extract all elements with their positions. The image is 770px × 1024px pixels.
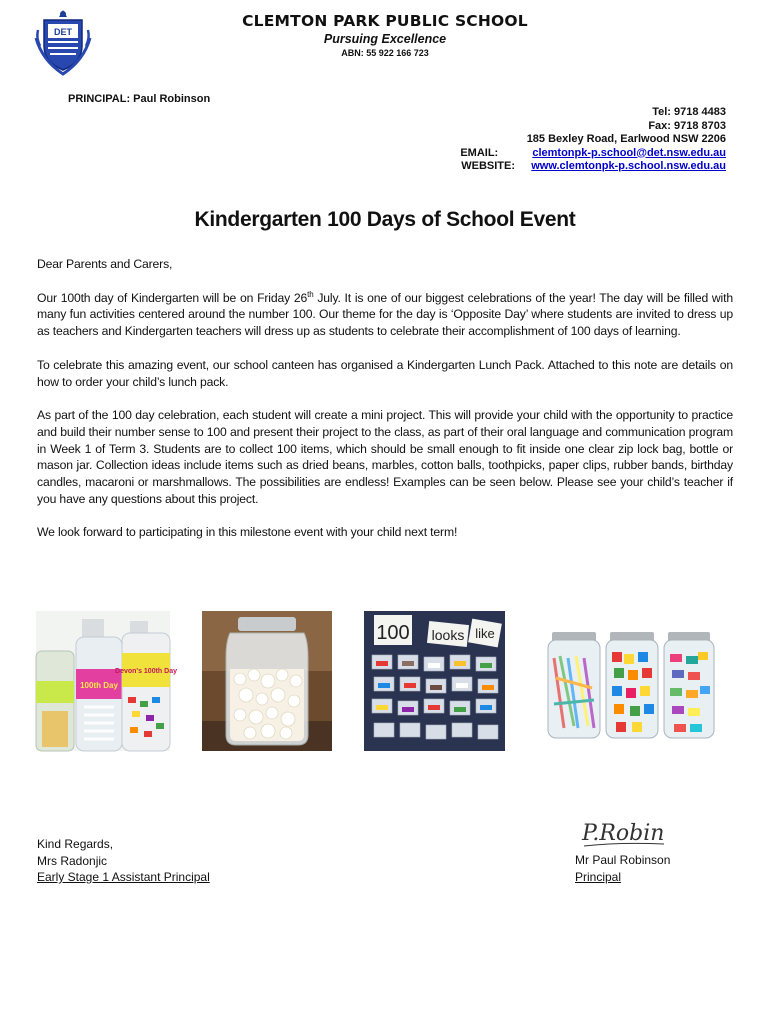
- salutation: Dear Parents and Carers,: [37, 257, 173, 271]
- closing-regards: Kind Regards,: [37, 837, 114, 851]
- email-label: EMAIL:: [460, 146, 499, 159]
- signatory-name: Mrs Radonjic: [37, 853, 108, 868]
- email-row: [460, 147, 726, 161]
- document-title: Kindergarten 100 Days of School Event: [194, 208, 576, 231]
- svg-text:100th Day: 100th Day: [80, 681, 118, 690]
- signoff-right: [575, 852, 670, 885]
- photo-three-jars: [544, 628, 716, 740]
- principal-role: Principal: [575, 869, 622, 884]
- paragraph-lunch-pack: To celebrate this amazing event, our school canteen has organised a Kindergarten Lunch Pack. Attached to this note are details on how to order your child’s lunch pack.: [37, 357, 733, 389]
- website-label: WEBSITE:: [461, 160, 516, 172]
- email-link[interactable]: clemtonpk-p.school@det.nsw.edu.au: [532, 146, 726, 159]
- photo-popcorn-jar: [202, 611, 332, 751]
- svg-text:P.Robin: P.Robin: [582, 821, 665, 846]
- school-abn: ABN: 55 922 166 723: [341, 48, 429, 58]
- tel-line: Tel: 9718 4483: [652, 106, 726, 118]
- paragraph-closing: We look forward to participating in this milestone event with your child next term!: [37, 525, 458, 540]
- svg-text:looks: looks: [431, 627, 465, 643]
- school-name: CLEMTON PARK PUBLIC SCHOOL: [242, 12, 528, 30]
- fax-line: Fax: 9718 8703: [648, 119, 726, 132]
- photo-bottles: [36, 611, 177, 751]
- website-row: [460, 160, 726, 174]
- signatory-role: Early Stage 1 Assistant Principal: [37, 870, 210, 884]
- svg-text:like: like: [475, 626, 495, 641]
- principal-name: Mr Paul Robinson: [575, 853, 671, 867]
- paragraph-100th-day: Our 100th day of Kindergarten will be on Friday 26th July. It is one of our biggest celebrations of the year! The day will be filled with many fun activities centered around the number 100. Our theme for the day is ‘Opposite Day’ where students are invited to dress up as teachers and Kindergarten teachers will dress up as students to celebrate their accomplishment of 100 days of learning.: [37, 289, 733, 339]
- svg-text:DET: DET: [54, 27, 72, 37]
- photo-bulletin-board: [364, 611, 505, 751]
- svg-text:100: 100: [376, 622, 410, 644]
- signoff-left: [37, 836, 210, 886]
- website-link[interactable]: www.clemtonpk-p.school.nsw.edu.au: [531, 160, 726, 172]
- contact-block: [460, 106, 726, 174]
- svg-text:Devon's 100th Day: Devon's 100th Day: [115, 668, 177, 675]
- address-line: 185 Bexley Road, Earlwood NSW 2206: [526, 133, 726, 145]
- school-motto: Pursuing Excellence: [323, 32, 447, 46]
- principal-line: PRINCIPAL: Paul Robinson: [68, 93, 211, 105]
- paragraph-mini-project: As part of the 100 day celebration, each student will create a mini project. This will provide your child with the opportunity to practice and build their number sense to 100 and present their project to the class, as part of their oral language and communication program in Week 1 of Term 3. Students are to collect 100 items, which should be small enough to fit inside one clear zip lock bag, bottle or mason jar. Collection ideas include items such as dried beans, marbles, cotton balls, toothpicks, paper clips, rubber bands, birthday candles, macaroni or marshmallows. The possibilities are endless! Examples can be seen below. Please see your child’s teacher if you have any questions about this project.: [37, 408, 733, 506]
- letter-body: [37, 256, 733, 558]
- principal-signature: [580, 812, 666, 854]
